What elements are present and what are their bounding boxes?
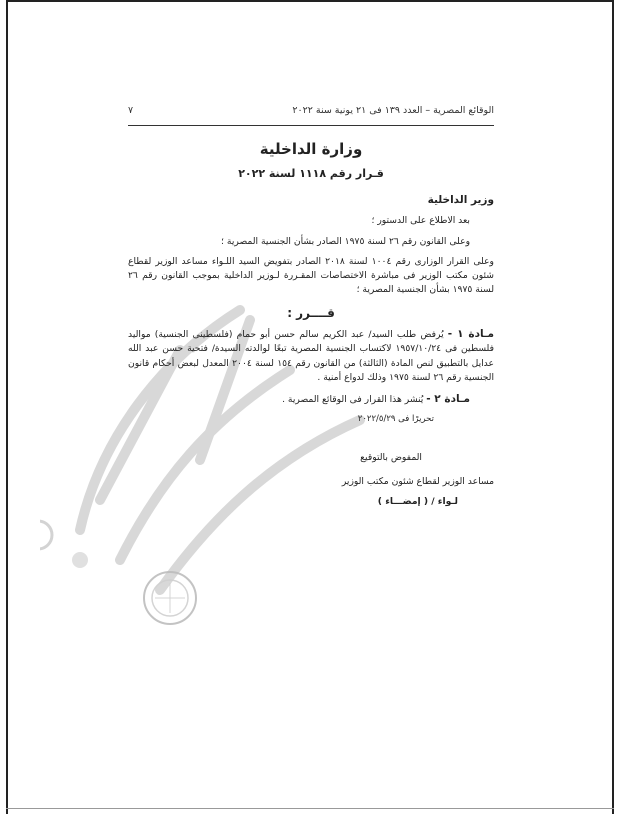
decides-label: قــــرر : bbox=[287, 305, 335, 320]
decree-title: قـرار رقم ١١١٨ لسنة ٢٠٢٢ bbox=[238, 166, 384, 180]
document-body bbox=[128, 104, 494, 515]
running-title: الوقائع المصرية – العدد ١٣٩ فى ٢١ يونية سنة ٢٠٢٢ bbox=[292, 105, 494, 116]
minister-heading: وزير الداخلية bbox=[427, 194, 494, 207]
article-2-text: يُنشر هذا القرار فى الوقائع المصرية . bbox=[282, 394, 424, 406]
signature-name: لـواء / ( إمضـــاء ) bbox=[377, 496, 458, 508]
article-2 bbox=[128, 391, 494, 407]
article-1-label: مـادة ١ - bbox=[447, 328, 495, 341]
running-header bbox=[128, 104, 494, 126]
signature-delegate: المفوض بالتوقيع bbox=[360, 451, 422, 463]
article-1 bbox=[128, 326, 494, 385]
article-1-text: يُرفض طلب السيد/ عبد الكريم سالم حسن أبو حمام (فلسطينى الجنسية) مواليد فلسطين فى ١٩٥٧/١٠/٢٤ لاكتساب الجنسية المصرية تبعًا لوالدته السيدة/ فتحية حسن عبد الله عدايل بالتطبيق لنص المادة (الثالثة) من القانون رقم ١٥٤ لسنة ٢٠٠٤ المعدل لبعض أحكام قانون الجنسية رقم ٢٦ لسنة ١٩٧٥ وذلك لدواع أمنية . bbox=[128, 329, 494, 383]
signature-block bbox=[128, 451, 494, 510]
signature-title: مساعد الوزير لقطاع شئون مكتب الوزير bbox=[341, 475, 494, 487]
article-2-label: مـادة ٢ - bbox=[426, 393, 470, 406]
page-number: ٧ bbox=[128, 105, 134, 116]
preamble-nationality-law: وعلى القانون رقم ٢٦ لسنة ١٩٧٥ الصادر بشأن الجنسية المصرية ؛ bbox=[221, 235, 470, 247]
issued-date: تحريرًا فى ٢٠٢٢/٥/٢٩ bbox=[357, 414, 434, 425]
ministry-title: وزارة الداخلية bbox=[259, 139, 363, 158]
preamble-constitution: بعد الاطلاع على الدستور ؛ bbox=[371, 215, 470, 227]
page-bottom-edge bbox=[6, 808, 614, 809]
preamble-ministerial-decision: وعلى القرار الوزارى رقم ١٠٠٤ لسنة ٢٠١٨ الصادر بتفويض السيد اللـواء مساعد الوزير لقطاع شئون مكتب الوزير فى مباشرة الاختصاصات المقـررة لـوزير الداخلية بموجب القانون رقم ٢٦ لسنة ١٩٧٥ بشأن الجنسية المصرية ؛ bbox=[128, 255, 494, 296]
